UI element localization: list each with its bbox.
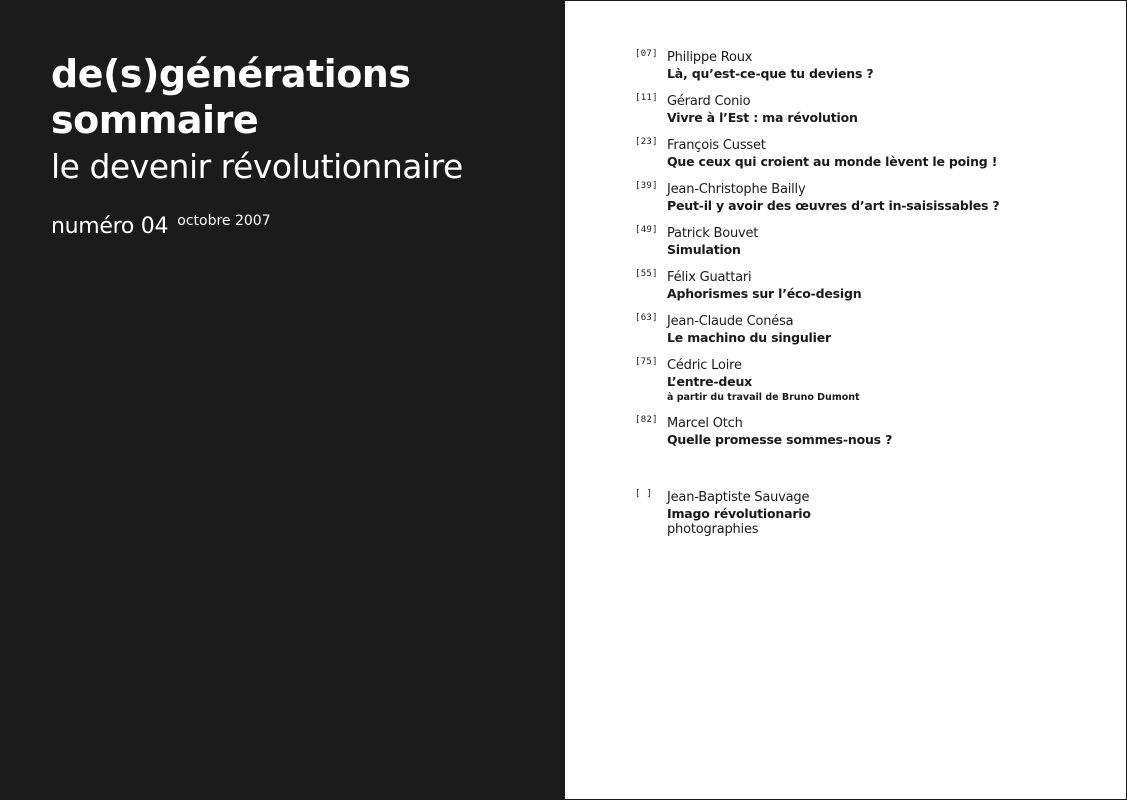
toc-title: Que ceux qui croient au monde lèvent le poing !	[667, 154, 998, 169]
toc-author: Marcel Otch	[667, 416, 743, 431]
toc-entry	[635, 138, 1126, 170]
toc-title: Aphorismes sur l’éco-design	[667, 286, 862, 301]
toc-page-number: [82]	[635, 415, 658, 425]
toc-title: Le machino du singulier	[667, 330, 831, 345]
toc-page-number: [55]	[635, 269, 658, 279]
toc-page-number: [63]	[635, 313, 658, 323]
toc-title: Là, qu’est-ce-que tu deviens ?	[667, 66, 874, 81]
toc-page-number: [49]	[635, 225, 658, 235]
toc-title: Vivre à l’Est : ma révolution	[667, 110, 858, 125]
toc-page-number: [23]	[635, 137, 658, 147]
toc-page-number: [ ]	[635, 489, 653, 499]
toc-entry	[635, 226, 1126, 258]
subtitle: le devenir révolutionnaire	[51, 147, 463, 186]
title-line-1: de(s)générations	[51, 52, 411, 96]
toc-title: Simulation	[667, 242, 741, 257]
toc-entry	[635, 314, 1126, 346]
toc-entry	[635, 182, 1126, 214]
toc-author: Philippe Roux	[667, 50, 753, 65]
toc-entry	[635, 270, 1126, 302]
magazine-title	[51, 51, 565, 143]
toc-author: Patrick Bouvet	[667, 226, 759, 241]
toc-author: Jean-Claude Conésa	[667, 314, 794, 329]
toc-page-number: [07]	[635, 49, 658, 59]
toc-title: Quelle promesse sommes-nous ?	[667, 432, 893, 447]
toc-entry	[635, 94, 1126, 126]
toc-page-number: [39]	[635, 181, 658, 191]
toc-title: Peut-il y avoir des œuvres d’art in-saisissables ?	[667, 198, 1000, 213]
toc-title: Imago révolutionario	[667, 506, 811, 521]
toc-author: Jean-Christophe Bailly	[667, 182, 806, 197]
toc-extra: photographies	[667, 522, 759, 537]
table-of-contents	[565, 1, 1126, 799]
toc-page-number: [75]	[635, 357, 658, 367]
toc-author: Félix Guattari	[667, 270, 752, 285]
toc-title: L’entre-deux	[667, 374, 753, 389]
title-line-2: sommaire	[51, 98, 259, 142]
issue-number: numéro 04	[51, 214, 169, 239]
toc-entry-photographies	[635, 490, 1126, 538]
toc-entry	[635, 50, 1126, 82]
cover-page	[1, 1, 565, 799]
toc-page-number: [11]	[635, 93, 658, 103]
issue-line	[51, 213, 565, 239]
toc-author: Jean-Baptiste Sauvage	[667, 490, 810, 505]
toc-entry	[635, 358, 1126, 404]
toc-author: François Cusset	[667, 138, 766, 153]
issue-date: octobre 2007	[177, 213, 271, 229]
toc-note: à partir du travail de Bruno Dumont	[667, 392, 860, 403]
toc-author: Cédric Loire	[667, 358, 742, 373]
toc-entry	[635, 416, 1126, 448]
toc-author: Gérard Conio	[667, 94, 751, 109]
